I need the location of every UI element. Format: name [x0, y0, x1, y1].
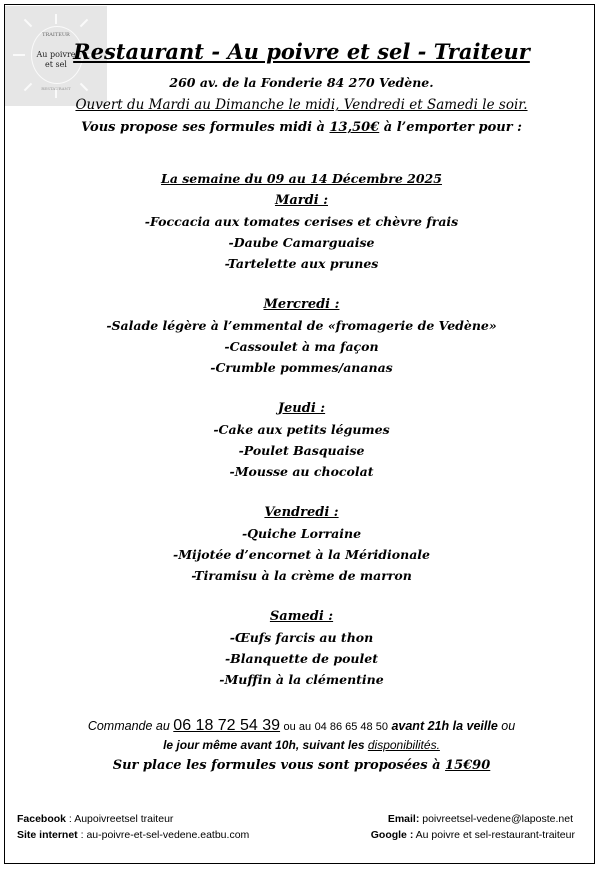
- onsite-price: 15€90: [445, 758, 491, 773]
- day-heading: Jeudi :: [277, 401, 326, 416]
- onsite-text: Sur place les formules vous sont proposées à: [112, 758, 441, 773]
- google-label: Google :: [370, 829, 414, 841]
- order-middle: ou au: [283, 721, 312, 733]
- dish-item: -Muffin à la clémentine: [219, 672, 384, 687]
- order-same-day: le jour même avant 10h, suivant les: [163, 738, 365, 752]
- google-link[interactable]: Au poivre et sel-restaurant-traiteur: [413, 829, 575, 841]
- dish-item: -Daube Camarguaise: [228, 235, 375, 250]
- week-heading: La semaine du 09 au 14 Décembre 2025: [161, 171, 442, 186]
- day-heading: Mercredi :: [263, 297, 340, 312]
- logo-name-line2: et sel: [45, 60, 67, 69]
- website-link[interactable]: : au-poivre-et-sel-vedene.eatbu.com: [77, 829, 250, 841]
- dish-item: -Foccacia aux tomates cerises et chèvre frais: [144, 214, 459, 229]
- email-link[interactable]: poivreetsel-vedene@laposte.net: [419, 813, 573, 825]
- onsite-line: [0, 758, 603, 773]
- order-deadline: avant 21h: [391, 719, 450, 733]
- dish-item: -Blanquette de poulet: [224, 651, 378, 666]
- facebook-link[interactable]: : Aupoivreetsel traiteur: [66, 813, 174, 825]
- offer-suffix: à l’emporter pour :: [383, 120, 522, 135]
- order-line-2: [0, 738, 603, 752]
- day-heading: Vendredi :: [264, 505, 339, 520]
- mobile-phone-link[interactable]: 06 18 72 54 39: [173, 717, 281, 734]
- dish-item: -Mijotée d’encornet à la Méridionale: [173, 547, 430, 562]
- facebook-info: [17, 813, 173, 825]
- dish-item: -Œufs farcis au thon: [229, 630, 374, 645]
- opening-hours: Ouvert du Mardi au Dimanche le midi, Vendredi et Samedi le soir.: [75, 97, 528, 113]
- offer-line: [0, 120, 603, 135]
- logo-bottom-text: RESTAURANT: [41, 86, 71, 91]
- fixed-phone-link[interactable]: 04 86 65 48 50: [314, 721, 388, 733]
- website-info: [17, 829, 249, 841]
- order-or: ou: [501, 719, 516, 733]
- email-info: [388, 813, 573, 825]
- dish-item: -Crumble pommes/ananas: [210, 360, 393, 375]
- email-label: Email:: [387, 813, 420, 825]
- dish-item: -Cake aux petits légumes: [213, 422, 390, 437]
- website-label: Site internet: [17, 829, 78, 841]
- dish-item: -Poulet Basquaise: [238, 443, 365, 458]
- availability-link[interactable]: disponibilités.: [367, 738, 440, 752]
- dish-item: -Mousse au chocolat: [229, 464, 374, 479]
- order-line: [0, 717, 603, 735]
- page-title: Restaurant - Au poivre et sel - Traiteur: [73, 39, 530, 64]
- dish-item: -Tartelette aux prunes: [224, 256, 379, 271]
- order-deadline-suffix: la veille: [452, 719, 498, 733]
- dish-item: -Cassoulet à ma façon: [224, 339, 379, 354]
- address: 260 av. de la Fonderie 84 270 Vedène.: [169, 75, 434, 90]
- offer-prefix: Vous propose ses formules midi à: [81, 120, 325, 135]
- dish-item: -Quiche Lorraine: [241, 526, 362, 541]
- logo-name-line1: Au poivre: [36, 50, 76, 59]
- order-prefix: Commande au: [87, 719, 170, 733]
- day-heading: Mardi :: [274, 193, 328, 208]
- dish-item: -Salade légère à l’emmental de «fromagerie de Vedène»: [106, 318, 497, 333]
- offer-price: 13,50€: [329, 120, 380, 135]
- facebook-label: Facebook: [17, 813, 67, 825]
- dish-item: -Tiramisu à la crème de marron: [191, 568, 412, 583]
- day-heading: Samedi :: [269, 609, 334, 624]
- logo-top-text: TRAITEUR: [42, 32, 70, 38]
- google-info: [371, 829, 575, 841]
